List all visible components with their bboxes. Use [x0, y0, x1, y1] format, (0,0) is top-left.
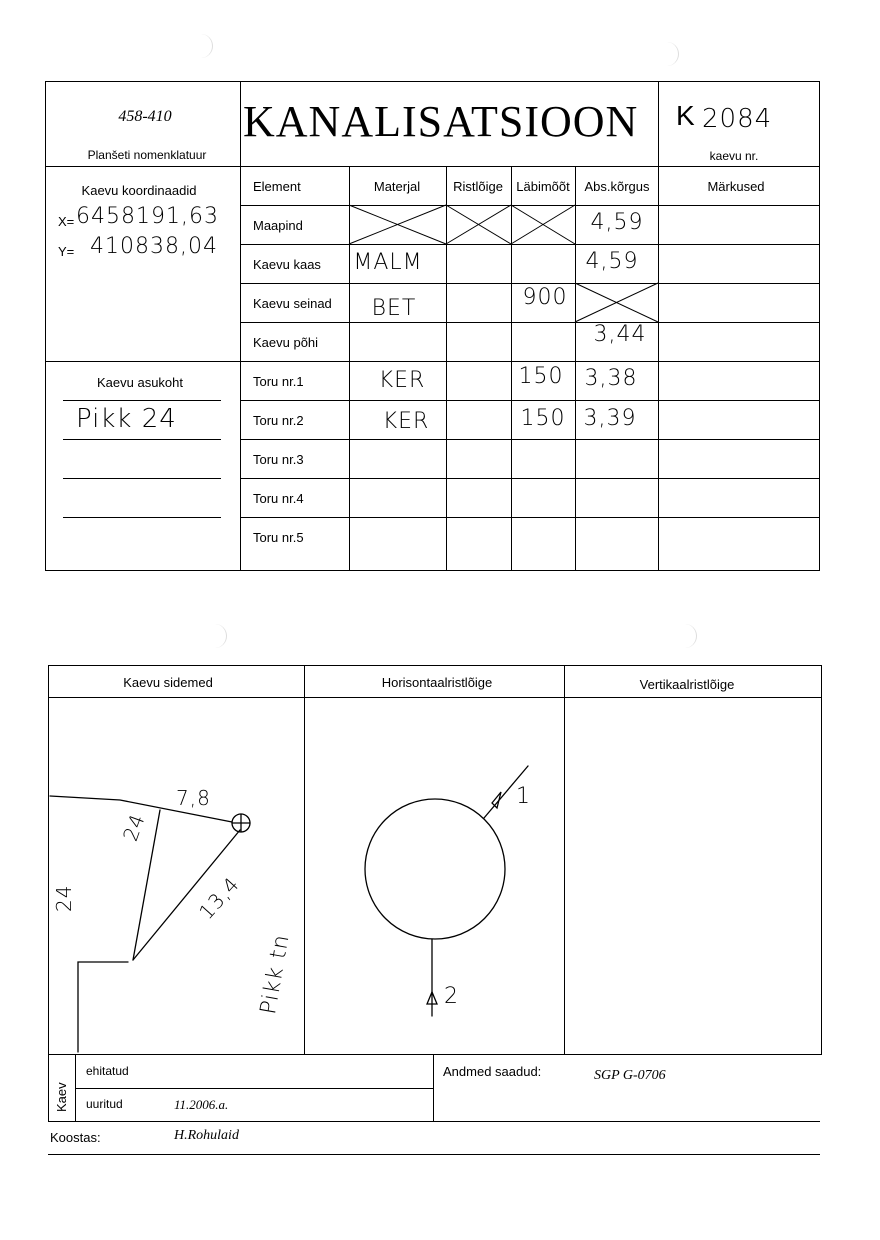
cell-abs-korgus: 4,59: [590, 210, 644, 235]
nomenclature-value: 458-410: [118, 108, 172, 125]
row-label: Maapind: [253, 218, 303, 233]
pipe-label-1: 1: [516, 784, 531, 809]
distance-label: 13,4: [194, 871, 245, 925]
well-prefix: K: [676, 100, 695, 131]
row-label: Toru nr.3: [253, 452, 304, 467]
surveyed-value: 11.2006.a.: [174, 1097, 229, 1112]
col-header-element: Element: [253, 179, 301, 194]
row-label: Kaevu kaas: [253, 257, 321, 272]
data-source-label: Andmed saadud:: [443, 1064, 542, 1079]
row-label: Toru nr.2: [253, 413, 304, 428]
pipe-label-2: 2: [444, 984, 459, 1009]
cell-materjal: KER: [378, 368, 426, 393]
col-header-materjal: Materjal: [373, 179, 421, 194]
row-label: Kaevu seinad: [253, 296, 332, 311]
compiled-value: H.Rohulaid: [174, 1128, 239, 1143]
side-length-label: 24: [52, 884, 76, 912]
nomenclature-label: Planšeti nomenklatuur: [87, 148, 207, 162]
footer-side-label: Kaev: [54, 1082, 69, 1112]
cell-abs-korgus: 4,59: [585, 249, 639, 274]
row-label: Toru nr.5: [253, 530, 304, 545]
street-label: Pikk tn: [256, 932, 295, 1017]
x-coordinate: 6458191,63: [76, 204, 219, 229]
distance-label: 24: [118, 810, 150, 845]
cell-abs-korgus: 3,39: [583, 406, 637, 431]
x-prefix: X=: [58, 214, 75, 229]
cell-labimoot: 150: [518, 364, 564, 389]
row-label: Toru nr.1: [253, 374, 304, 389]
location-value: Pikk 24: [76, 404, 177, 434]
coords-label: Kaevu koordinaadid: [81, 183, 197, 198]
row-label: Kaevu põhi: [253, 335, 319, 350]
surveyed-label: uuritud: [86, 1097, 123, 1111]
col-header-ristloige: Ristlõige: [453, 179, 503, 194]
cell-materjal: KER: [382, 409, 430, 434]
well-label: kaevu nr.: [709, 149, 759, 163]
location-label: Kaevu asukoht: [96, 375, 184, 390]
cell-abs-korgus: 3,44: [593, 322, 647, 347]
y-prefix: Y=: [58, 244, 75, 259]
col-header-vertikaalristloige: Vertikaalristlõige: [639, 677, 735, 692]
data-source-value: SGP G-0706: [594, 1068, 666, 1083]
cell-materjal: BET: [371, 296, 417, 321]
cell-materjal: MALM: [353, 250, 423, 275]
col-header-abs-korgus: Abs.kõrgus: [584, 179, 650, 194]
cell-labimoot: 900: [522, 285, 568, 310]
well-number: 2084: [702, 104, 773, 134]
col-header-horisontaalristloige: Horisontaalristlõige: [381, 675, 493, 690]
cell-labimoot: 150: [520, 406, 566, 431]
cell-abs-korgus: 3,38: [584, 366, 638, 391]
built-label: ehitatud: [86, 1064, 129, 1078]
col-header-labimoot: Läbimõõt: [516, 179, 570, 194]
col-header-kaevu-sidemed: Kaevu sidemed: [123, 675, 213, 690]
col-header-markused: Märkused: [707, 179, 765, 194]
distance-label: 7,8: [176, 786, 211, 810]
page-title: KANALISATSIOON: [243, 97, 639, 146]
y-coordinate: 410838,04: [90, 234, 218, 259]
compiled-label: Koostas:: [50, 1130, 101, 1145]
row-label: Toru nr.4: [253, 491, 304, 506]
